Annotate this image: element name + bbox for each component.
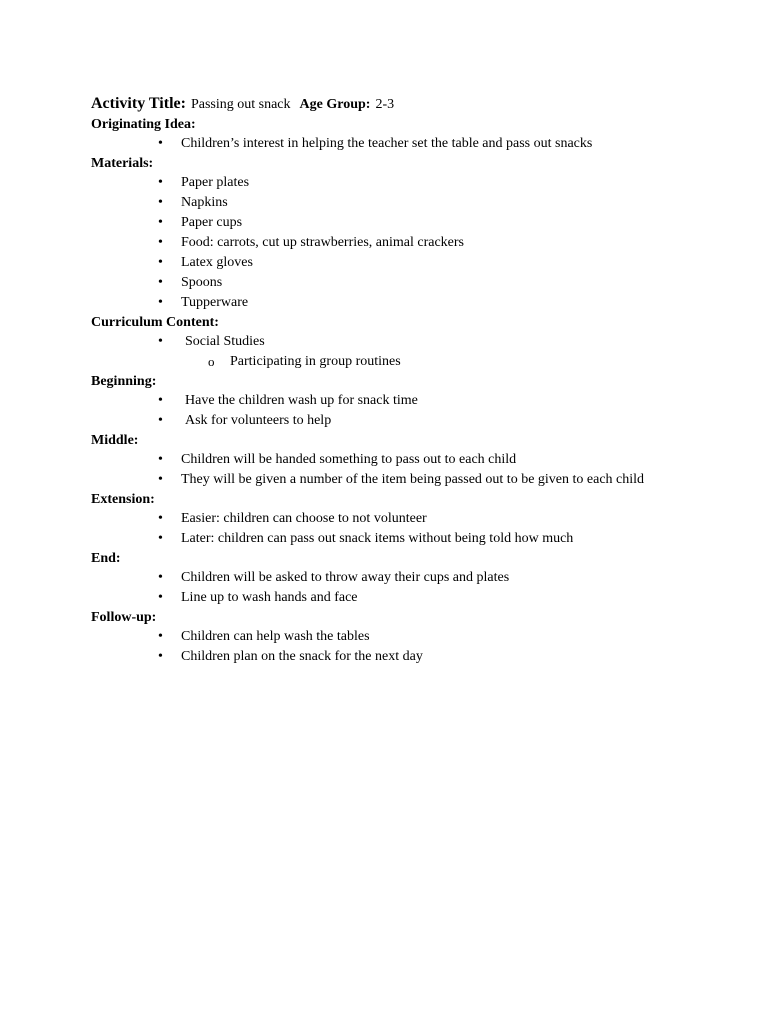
list-item [91,627,691,647]
list-item-text: Tupperware [181,295,249,310]
curriculum-content-heading: Curriculum Content: [91,315,219,330]
list-item [91,332,691,352]
list-item-text: Paper plates [181,175,250,190]
document-page [91,93,691,667]
list-item [91,193,691,213]
list-item-text: Spoons [181,275,223,290]
age-group-value: 2-3 [375,97,395,112]
bullet-icon: • [158,590,163,605]
extension-heading: Extension: [91,492,155,507]
follow-up-list [91,627,691,667]
end-list [91,568,691,608]
activity-title-line [91,93,691,115]
bullet-icon: • [158,275,163,290]
list-item [91,293,691,313]
sub-list-item [91,352,691,372]
bullet-icon: • [158,295,163,310]
materials-heading: Materials: [91,156,154,171]
sub-list-item-text: Participating in group routines [230,354,401,369]
bullet-icon: • [158,215,163,230]
bullet-icon: • [158,413,163,428]
follow-up-heading: Follow-up: [91,610,157,625]
list-item [91,450,691,470]
bullet-icon: • [158,472,163,487]
circle-bullet-icon: o [208,354,215,369]
list-item-text: They will be given a number of the item being passed out to be given to each child [181,472,645,487]
list-item-text: Children will be handed something to pass out to each child [181,452,517,467]
list-item-text: Easier: children can choose to not volunteer [181,511,427,526]
list-item [91,647,691,667]
list-item [91,134,691,154]
list-item [91,213,691,233]
list-item [91,588,691,608]
middle-heading: Middle: [91,433,139,448]
middle-list [91,450,691,490]
list-item-text: Children will be asked to throw away their cups and plates [181,570,510,585]
bullet-icon: • [158,235,163,250]
bullet-icon: • [158,570,163,585]
list-item [91,273,691,293]
age-group-label: Age Group: [299,97,371,112]
list-item [91,470,661,490]
extension-list [91,509,691,549]
list-item [91,529,691,549]
beginning-heading: Beginning: [91,374,157,389]
bullet-icon: • [158,629,163,644]
bullet-icon: • [158,511,163,526]
bullet-icon: • [158,649,163,664]
list-item-text: Paper cups [181,215,243,230]
list-item-text: Ask for volunteers to help [185,413,332,428]
bullet-icon: • [158,393,163,408]
list-item [91,173,691,193]
list-item-text: Later: children can pass out snack items without being told how much [181,531,574,546]
list-item [91,233,691,253]
list-item-text: Have the children wash up for snack time [185,393,418,408]
list-item-text: Napkins [181,195,228,210]
end-heading: End: [91,551,121,566]
list-item-text: Children plan on the snack for the next day [181,649,423,664]
list-item [91,568,691,588]
bullet-icon: • [158,531,163,546]
activity-title-label: Activity Title: [91,95,186,112]
bullet-icon: • [158,136,163,151]
bullet-icon: • [158,452,163,467]
list-item-text: Children can help wash the tables [181,629,370,644]
beginning-list [91,391,691,431]
list-item [91,391,691,411]
list-item-text: Latex gloves [181,255,253,270]
bullet-icon: • [158,175,163,190]
bullet-icon: • [158,334,163,349]
originating-idea-heading: Originating Idea: [91,117,196,132]
list-item [91,411,691,431]
list-item [91,253,691,273]
activity-title-value: Passing out snack [190,97,291,112]
materials-list [91,173,691,313]
list-item-text: Social Studies [185,334,265,349]
curriculum-content-list [91,332,691,352]
list-item-text: Children’s interest in helping the teacher set the table and pass out snacks [181,136,593,151]
originating-idea-list [91,134,691,154]
list-item-text: Food: carrots, cut up strawberries, animal crackers [181,235,465,250]
list-item-text: Line up to wash hands and face [181,590,358,605]
bullet-icon: • [158,255,163,270]
curriculum-sub-list [91,352,691,372]
bullet-icon: • [158,195,163,210]
list-item [91,509,691,529]
